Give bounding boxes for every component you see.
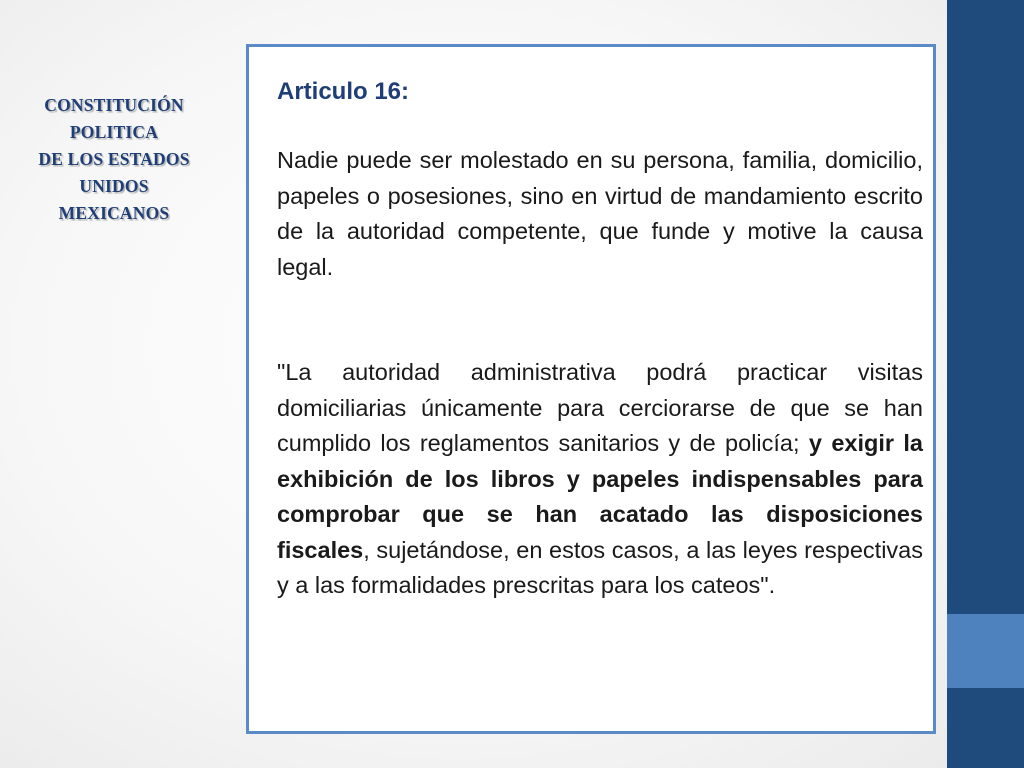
side-title-line: POLITICA [69, 122, 159, 142]
right-accent-bar-top [947, 0, 1024, 614]
right-accent-bar-bottom [947, 688, 1024, 768]
paragraph-2-bold-text: y exigir la exhibición de los libros y papeles indispensables para comprobar que se han acatado las disposiciones fiscales [277, 430, 923, 563]
article-content-box [246, 44, 936, 734]
paragraph-2-text-end: , sujetándose, en estos casos, a las leyes respectivas y a las formalidades prescritas para los cateos". [277, 536, 923, 598]
paragraph-2-text: "La autoridad administrativa podrá practicar visitas domiciliarias únicamente para cerciorarse de que se han cumplido los reglamentos sanitarios y de policía; [277, 359, 923, 456]
side-title-line: CONSTITUCIÓN [44, 95, 184, 115]
article-paragraph-2 [277, 355, 923, 604]
side-title-line: UNIDOS [79, 176, 149, 196]
side-title-line: DE LOS ESTADOS [38, 149, 190, 169]
article-heading: Articulo 16: [277, 78, 410, 105]
side-title [8, 92, 220, 227]
article-paragraph-1: Nadie puede ser molestado en su persona, familia, domicilio, papeles o posesiones, sino en virtud de mandamiento escrito de la autoridad competente, que funde y motive la causa legal. [277, 147, 923, 280]
side-title-line: MEXICANOS [58, 203, 170, 223]
right-accent-bar-middle [947, 614, 1024, 688]
